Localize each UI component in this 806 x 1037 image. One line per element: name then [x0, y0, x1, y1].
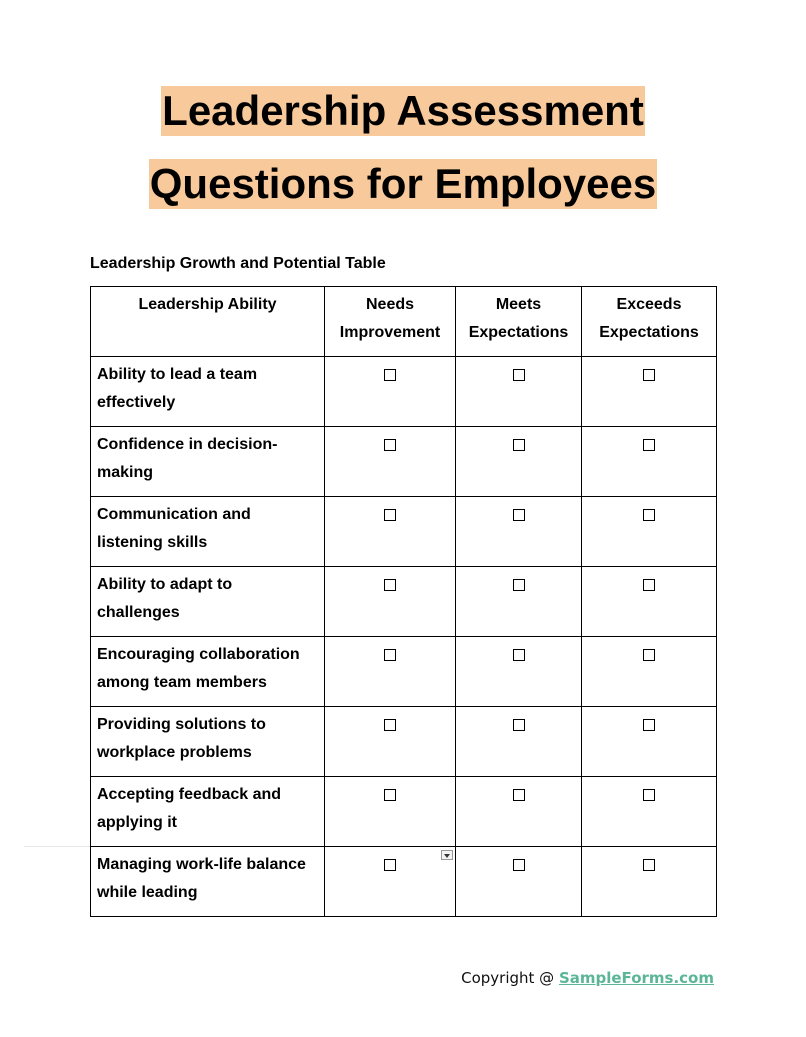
table-header-row: [91, 287, 717, 357]
meets-expectations-cell: [456, 847, 582, 917]
needs-improvement-cell: [325, 497, 456, 567]
checkbox-meets-expectations-icon[interactable]: [513, 789, 525, 801]
leadership-ability-cell: Ability to adapt to challenges: [91, 567, 325, 637]
leadership-ability-cell: Ability to lead a team effectively: [91, 357, 325, 427]
leadership-ability-cell: Confidence in decision-making: [91, 427, 325, 497]
header-exceeds-expectations: Exceeds Expectations: [582, 287, 717, 357]
sampleforms-link[interactable]: SampleForms.com: [558, 969, 714, 987]
checkbox-meets-expectations-icon[interactable]: [513, 509, 525, 521]
checkbox-exceeds-expectations-icon[interactable]: [643, 719, 655, 731]
exceeds-expectations-cell: [582, 567, 717, 637]
header-meets-expectations: Meets Expectations: [456, 287, 582, 357]
checkbox-exceeds-expectations-icon[interactable]: [643, 859, 655, 871]
meets-expectations-cell: [456, 357, 582, 427]
title-line-1: Leadership Assessment: [162, 87, 644, 134]
table-row: [91, 497, 717, 567]
needs-improvement-cell: [325, 357, 456, 427]
document-title: [0, 86, 806, 209]
copyright-prefix: Copyright @: [461, 969, 559, 987]
meets-expectations-cell: [456, 497, 582, 567]
checkbox-needs-improvement-icon[interactable]: [384, 719, 396, 731]
leadership-ability-cell: Communication and listening skills: [91, 497, 325, 567]
checkbox-needs-improvement-icon[interactable]: [384, 649, 396, 661]
title-line-2: Questions for Employees: [149, 160, 657, 207]
checkbox-exceeds-expectations-icon[interactable]: [643, 579, 655, 591]
leadership-ability-cell: Providing solutions to workplace problems: [91, 707, 325, 777]
assessment-table: [90, 286, 717, 917]
meets-expectations-cell: [456, 777, 582, 847]
table-row: [91, 357, 717, 427]
exceeds-expectations-cell: [582, 497, 717, 567]
needs-improvement-cell: [325, 427, 456, 497]
table-row: [91, 847, 717, 917]
meets-expectations-cell: [456, 637, 582, 707]
checkbox-exceeds-expectations-icon[interactable]: [643, 439, 655, 451]
checkbox-exceeds-expectations-icon[interactable]: [643, 369, 655, 381]
checkbox-meets-expectations-icon[interactable]: [513, 369, 525, 381]
checkbox-exceeds-expectations-icon[interactable]: [643, 789, 655, 801]
checkbox-needs-improvement-icon[interactable]: [384, 509, 396, 521]
leadership-ability-cell: Accepting feedback and applying it: [91, 777, 325, 847]
exceeds-expectations-cell: [582, 637, 717, 707]
needs-improvement-cell: [325, 707, 456, 777]
checkbox-meets-expectations-icon[interactable]: [513, 579, 525, 591]
needs-improvement-cell: [325, 847, 456, 917]
checkbox-meets-expectations-icon[interactable]: [513, 649, 525, 661]
header-leadership-ability: Leadership Ability: [91, 287, 325, 357]
copyright-footer: [461, 968, 714, 988]
checkbox-meets-expectations-icon[interactable]: [513, 859, 525, 871]
table-row: [91, 777, 717, 847]
needs-improvement-cell: [325, 567, 456, 637]
meets-expectations-cell: [456, 427, 582, 497]
exceeds-expectations-cell: [582, 427, 717, 497]
table-row: [91, 567, 717, 637]
checkbox-needs-improvement-icon[interactable]: [384, 439, 396, 451]
leadership-ability-cell: Managing work-life balance while leading: [91, 847, 325, 917]
exceeds-expectations-cell: [582, 847, 717, 917]
cell-dropdown-arrow-icon[interactable]: [441, 850, 453, 860]
exceeds-expectations-cell: [582, 707, 717, 777]
needs-improvement-cell: [325, 637, 456, 707]
exceeds-expectations-cell: [582, 357, 717, 427]
checkbox-meets-expectations-icon[interactable]: [513, 719, 525, 731]
leadership-ability-cell: Encouraging collaboration among team members: [91, 637, 325, 707]
checkbox-meets-expectations-icon[interactable]: [513, 439, 525, 451]
table-row: [91, 637, 717, 707]
needs-improvement-cell: [325, 777, 456, 847]
header-needs-improvement: Needs Improvement: [325, 287, 456, 357]
checkbox-exceeds-expectations-icon[interactable]: [643, 509, 655, 521]
checkbox-needs-improvement-icon[interactable]: [384, 789, 396, 801]
checkbox-needs-improvement-icon[interactable]: [384, 369, 396, 381]
table-caption: Leadership Growth and Potential Table: [90, 255, 386, 272]
table-row: [91, 707, 717, 777]
checkbox-needs-improvement-icon[interactable]: [384, 579, 396, 591]
meets-expectations-cell: [456, 567, 582, 637]
meets-expectations-cell: [456, 707, 582, 777]
table-row: [91, 427, 717, 497]
exceeds-expectations-cell: [582, 777, 717, 847]
checkbox-exceeds-expectations-icon[interactable]: [643, 649, 655, 661]
margin-divider: [24, 846, 90, 847]
checkbox-needs-improvement-icon[interactable]: [384, 859, 396, 871]
